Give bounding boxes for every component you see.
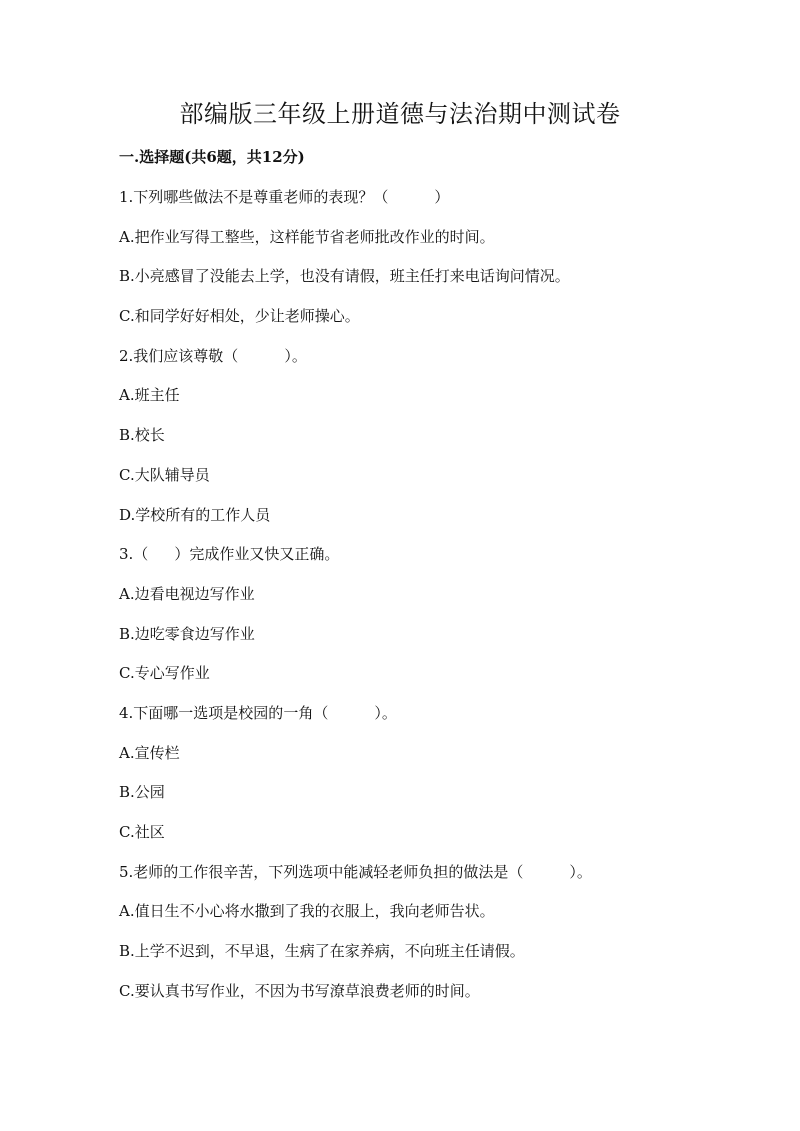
section-heading: 一.选择题(共6题，共12分)	[119, 148, 305, 166]
question-stem	[119, 702, 739, 724]
question-stem-text: ）	[434, 188, 450, 206]
question-option: A.班主任	[119, 386, 180, 405]
question-4	[119, 702, 739, 843]
question-option: A.值日生不小心将水撒到了我的衣服上，我向老师告状。	[119, 902, 495, 921]
question-option: C.和同学好好相处，少让老师操心。	[119, 307, 360, 326]
question-stem-text: 4.下面哪一选项是校园的一角（	[119, 703, 329, 722]
question-stem-text: 5.老师的工作很辛苦，下列选项中能减轻老师负担的做法是（	[119, 862, 524, 881]
question-stem-text: 2.我们应该尊敬（	[119, 346, 239, 365]
question-stem	[119, 186, 739, 208]
question-option: C.社区	[119, 823, 165, 841]
page-title: 部编版三年级上册道德与法治期中测试卷	[179, 100, 621, 128]
question-stem-text: ）。	[374, 703, 397, 722]
question-option: D.学校所有的工作人员	[119, 505, 271, 524]
question-stem-text: 1.下列哪些做法不是尊重老师的表现？（	[119, 188, 389, 206]
question-option: C.要认真书写作业，不因为书写潦草浪费老师的时间。	[119, 981, 480, 1000]
question-stem-text: ）完成作业又快又正确。	[174, 545, 340, 564]
question-stem-text: 3.（	[119, 545, 149, 564]
question-option: B.上学不迟到，不早退，生病了在家养病，不向班主任请假。	[119, 942, 525, 961]
question-stem	[119, 543, 739, 565]
question-1	[119, 186, 739, 327]
question-stem-text: ）。	[284, 346, 307, 365]
question-3	[119, 543, 739, 684]
question-5	[119, 861, 739, 1002]
question-option: A.宣传栏	[119, 743, 180, 762]
question-option: C.大队辅导员	[119, 465, 210, 484]
question-stem	[119, 345, 739, 367]
question-option: A.把作业写得工整些，这样能节省老师批改作业的时间。	[119, 227, 495, 246]
question-option: C.专心写作业	[119, 664, 210, 683]
question-stem	[119, 861, 739, 883]
question-option: B.校长	[119, 426, 165, 445]
question-option: B.小亮感冒了没能去上学，也没有请假，班主任打来电话询问情况。	[119, 267, 570, 286]
question-stem-text: ）。	[569, 862, 592, 881]
question-option: B.边吃零食边写作业	[119, 624, 255, 643]
question-2	[119, 345, 739, 526]
question-option: A.边看电视边写作业	[119, 584, 255, 603]
exam-content	[119, 146, 739, 1019]
question-option: B.公园	[119, 783, 165, 802]
